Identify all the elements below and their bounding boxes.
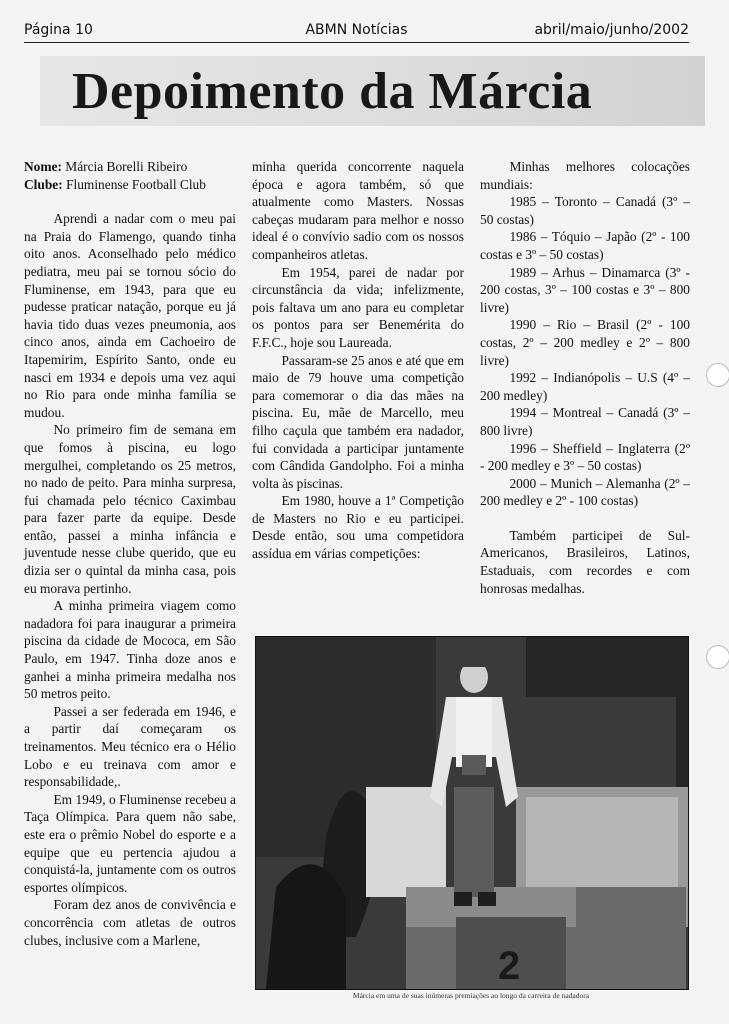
closing-paragraph: Também participei de Sul-Americanos, Brasileiros, Latinos, Estaduais, com recordes e com honrosas medalhas. [480,527,690,596]
name-value: Márcia Borelli Ribeiro [65,159,188,174]
photo-caption: Márcia em uma de suas inúmeras premiações ao longo da carreira de nadadora [352,991,590,1000]
binder-hole [706,645,729,669]
paragraph: No primeiro fim de semana em que fomos à piscina, eu logo mergulhei, completando os 25 metros, no nado de peito. Para minha surpresa, fui chamada pelo técnico Caximbau para fazer parte da equipe. Desde então, passei a minha infância e juventude nesse clube querido, que eu dizia ser o quintal da minha casa, pois eu morava pertinho. [24,422,236,596]
column-2 [252,158,464,563]
page-number: Página 10 [24,22,93,38]
rankings-intro: Minhas melhores colocações mundiais: [480,159,690,192]
name-label: Nome: [24,159,62,174]
paragraph: Em 1980, houve a 1ª Competição de Masters no Rio e eu participei. Desde então, sou uma competidora assídua em várias competições: [252,493,464,562]
ranking-item: 1994 – Montreal – Canadá (3º – 800 livre) [480,405,690,438]
paragraph: minha querida concorrente naquela época e agora também, só que atualmente como Masters. Nossas cabeças mudaram para melhor e nosso ideal é o convívio sadio com os nossos companheiros atletas. [252,159,464,262]
publication-name: ABMN Notícias [305,22,408,38]
paragraph: Passaram-se 25 anos e até que em maio de 79 houve uma competição para comemorar o dia das mães na piscina. Eu, mãe de Marcello, meu filho caçula que também era nadador, fui convidada a participar juntamente com Cândida Gandolpho. Foi a minha volta às piscinas. [252,352,464,491]
paragraph: Foram dez anos de convivência e concorrência com atletas de outros clubes, inclusive com a Marlene, [24,897,236,948]
podium-photo [255,636,689,990]
issue-date: abril/maio/junho/2002 [534,22,689,38]
page-header [24,20,689,43]
ranking-item: 1992 – Indianópolis – U.S (4º – 200 medley) [480,370,690,403]
club-value: Fluminense Football Club [66,176,206,192]
paragraph: Em 1954, parei de nadar por circunstância da vida; infelizmente, pois faltava um ano para eu completar os pontos para ser Benemérita do F.F.C., hoje sou Laureada. [252,264,464,350]
ranking-item: 1986 – Tóquio – Japão (2º - 100 costas e 3º – 50 costas) [480,229,690,262]
ranking-item: 1985 – Toronto – Canadá (3º – 50 costas) [480,194,690,227]
column-1 [24,158,236,949]
ranking-item: 1990 – Rio – Brasil (2º - 100 costas, 2º – 200 medley e 2º – 800 livre) [480,317,690,368]
name-line [24,158,236,176]
ranking-item: 1996 – Sheffield – Inglaterra (2º - 200 medley e 3º – 50 costas) [480,440,690,474]
paragraph: Passei a ser federada em 1946, e a partir daí começaram os treinamentos. Meu técnico era o Hélio Lobo e eu treinava com amor e responsabilidade,. [24,703,236,790]
paragraph: Aprendi a nadar com o meu pai na Praia do Flamengo, quando tinha oito anos. Aconselhado pelo médico pediatra, meu pai se tornou sócio do Fluminense, em 1943, para que eu pudesse praticar natação, porque eu já havia tido duas vezes pneumonia, aos cinco anos, ainda em Cachoeiro de Itapemirim, Espírito Santo, onde eu nasci em 1934 e depois uma vez aqui no Rio para onde minha família se mudou. [24,211,236,420]
binder-hole [706,363,729,387]
article-title: Depoimento da Márcia [72,63,593,120]
paragraph: Em 1949, o Fluminense recebeu a Taça Olímpica. Para quem não sabe, este era o prêmio Nobel do esporte e a equipe que eu pertencia ajudou a conquistá-la, juntamente com os outros esportes olímpicos. [24,791,236,895]
club-line [24,176,236,194]
ranking-item: 1989 – Arhus – Dinamarca (3º - 200 costas, 3º – 100 costas e 3º – 800 livre) [480,264,690,315]
paragraph: A minha primeira viagem como nadadora foi para inaugurar a primeira piscina da cidade de Mococa, em São Paulo, em 1947. Tinha doze anos e ganhei a minha primeira medalha nos 50 metros peito. [24,598,236,702]
ranking-item: 2000 – Munich – Alemanha (2º – 200 medley e 2º - 100 costas) [480,475,690,509]
club-label: Clube: [24,176,63,192]
podium-number: 2 [498,944,521,988]
column-3 [480,158,690,597]
